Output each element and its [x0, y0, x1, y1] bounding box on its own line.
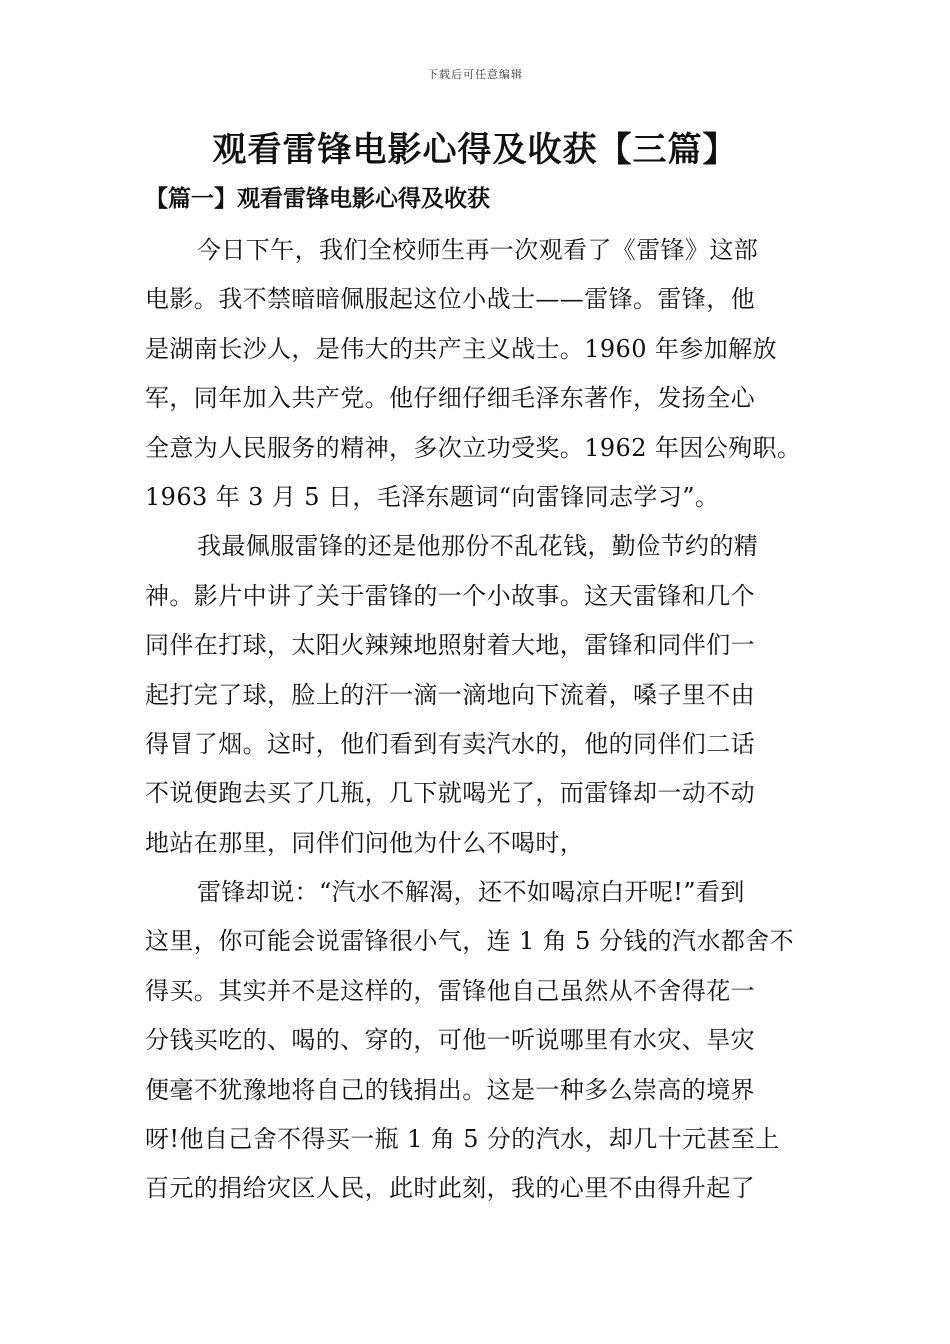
header-note: 下载后可任意编辑: [427, 68, 523, 81]
text-line: 分钱买吃的、喝的、穿的，可他一听说哪里有水灾、旱灾: [145, 1026, 755, 1055]
text-line: 1963 年 3 月 5 日，毛泽东题词“向雷锋同志学习”。: [145, 482, 720, 511]
section-heading: 【篇一】观看雷锋电影心得及收获: [145, 185, 490, 212]
text-line: 今日下午，我们全校师生再一次观看了《雷锋》这部: [197, 236, 759, 264]
text-line: 电影。我不禁暗暗佩服起这位小战士——雷锋。雷锋，他: [145, 285, 755, 314]
text-line: 不说便跑去买了几瓶，几下就喝光了，而雷锋却一动不动: [145, 779, 755, 808]
text-line: 军，同年加入共产党。他仔细仔细毛泽东著作，发扬全心: [145, 384, 755, 413]
text-line: 这里，你可能会说雷锋很小气，连 1 角 5 分钱的汽水都舍不: [145, 927, 795, 956]
text-line: 雷锋却说：“汽水不解渴，还不如喝凉白开呢!”看到: [197, 878, 745, 907]
document-title: 观看雷锋电影心得及收获【三篇】: [212, 130, 738, 170]
text-line: 是湖南长沙人，是伟大的共产主义战士。1960 年参加解放: [145, 334, 777, 363]
text-line: 全意为人民服务的精神，多次立功受奖。1962 年因公殉职。: [145, 433, 802, 462]
body-text: [145, 230, 835, 1218]
text-line: 地站在那里，同伴们问他为什么不喝时，: [145, 828, 585, 857]
text-line: 百元的捐给灾区人民，此时此刻，我的心里不由得升起了: [145, 1174, 755, 1203]
text-line: 便毫不犹豫地将自己的钱捐出。这是一种多么崇高的境界: [145, 1075, 755, 1104]
text-line: 同伴在打球，太阳火辣辣地照射着大地，雷锋和同伴们一: [145, 631, 755, 660]
text-line: 我最佩服雷锋的还是他那份不乱花钱，勤俭节约的精: [197, 532, 759, 561]
text-line: 得冒了烟。这时，他们看到有卖汽水的，他的同伴们二话: [145, 729, 755, 758]
text-line: 神。影片中讲了关于雷锋的一个小故事。这天雷锋和几个: [145, 581, 755, 610]
text-line: 得买。其实并不是这样的，雷锋他自己虽然从不舍得花一: [145, 976, 755, 1005]
text-line: 起打完了球，脸上的汗一滴一滴地向下流着，嗓子里不由: [145, 680, 755, 709]
text-line: 呀!他自己舍不得买一瓶 1 角 5 分的汽水，却几十元甚至上: [145, 1125, 780, 1154]
